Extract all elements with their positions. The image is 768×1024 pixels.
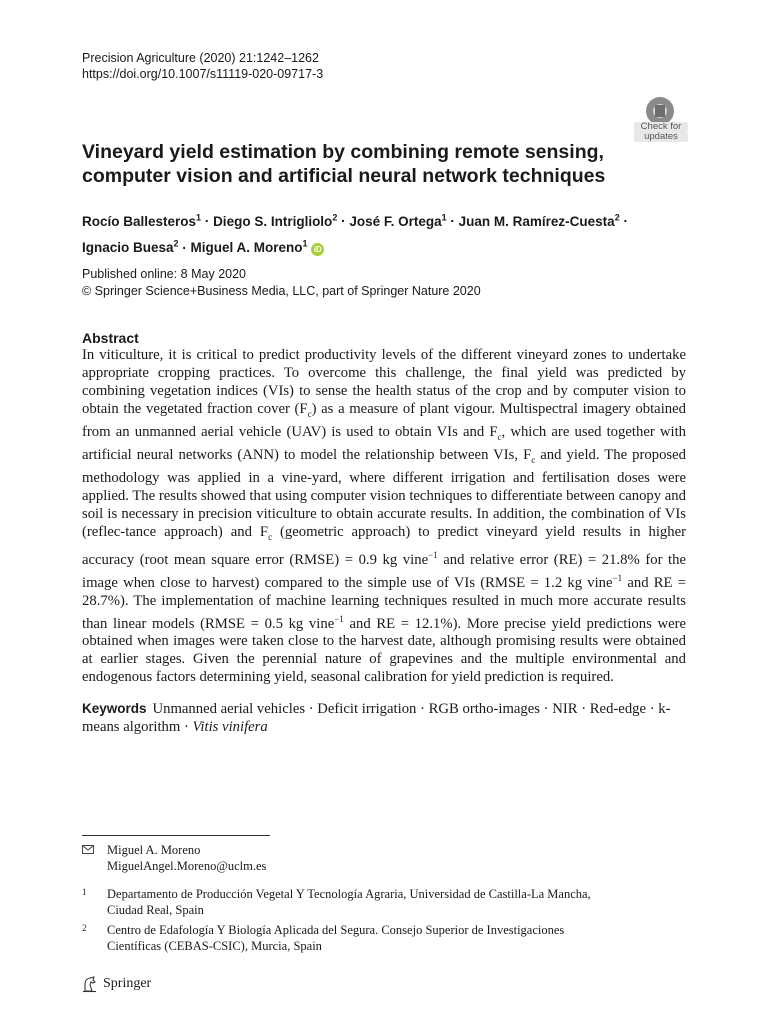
doi-link[interactable]: https://doi.org/10.1007/s11119-020-09717-3 [82, 67, 324, 81]
superscript: −1 [612, 572, 623, 583]
subscript: c [531, 454, 536, 465]
author-separator: · [619, 213, 628, 229]
author[interactable] [213, 214, 337, 229]
affiliation-line: Centro de Edafología Y Biología Aplicada del Segura. Consejo Superior de Investigaciones [107, 923, 565, 937]
keywords-italic: Vitis vinifera [192, 719, 268, 735]
author-name: José F. Ortega [349, 213, 442, 229]
copyright-notice: © Springer Science+Business Media, LLC, part of Springer Nature 2020 [82, 284, 481, 298]
corresponding-email[interactable]: MiguelAngel.Moreno@uclm.es [107, 859, 267, 873]
author-affiliation-number: 2 [173, 238, 179, 249]
author-affiliation-number: 2 [614, 212, 620, 222]
author-name: Juan M. Ramírez‑Cuesta [458, 213, 615, 229]
affiliation-1 [82, 886, 667, 918]
paper-title [82, 140, 622, 188]
check-updates-label-2: updates [634, 132, 688, 142]
author[interactable] [191, 240, 325, 255]
author[interactable] [82, 214, 201, 229]
journal-info [82, 50, 323, 82]
author-list [82, 206, 702, 259]
keywords [82, 700, 686, 736]
affiliation-number: 1 [82, 887, 87, 897]
affiliation-2 [82, 922, 667, 954]
author-affiliation-number: 1 [302, 238, 308, 249]
affiliation-number: 2 [82, 923, 87, 933]
springer-logo-text: Springer [103, 976, 152, 991]
author-separator: · [178, 240, 191, 255]
subscript: c [307, 408, 312, 419]
published-date: Published online: 8 May 2020 [82, 267, 247, 281]
publisher-footer [82, 975, 151, 993]
journal-citation: Precision Agriculture (2020) 21:1242–1262 [82, 51, 319, 65]
superscript: −1 [334, 613, 344, 624]
footnote-divider [82, 835, 270, 836]
author-separator: · [201, 213, 214, 229]
check-for-updates-badge[interactable] [634, 97, 688, 143]
author-name: Miguel A. Moreno [190, 240, 303, 255]
superscript: −1 [428, 549, 438, 560]
author[interactable] [349, 214, 446, 229]
author-name: Diego S. Intrigliolo [213, 213, 333, 229]
subscript: c [497, 431, 502, 442]
affiliation-line: Ciudad Real, Spain [107, 903, 204, 917]
keywords-text: Unmanned aerial vehicles · Deficit irrigation · RGB ortho-images · NIR · Red-edge · k-means algorithm · [82, 701, 671, 735]
abstract-body: In viticulture, it is critical to predict productivity levels of the different vineyard zones to undertake appropriate cropping practices. To overcome this challenge, the final yield was predicted by combining vegetation indices (VIs) to sense the health status of the crop and by computer vision to obtain the vegetated fraction cover $(F_c)$ as a measure of plant vigour. Multispectral imagery obtained from an unmanned aerial vehicle (UAV) is used to obtain VIs and $F_c$, which are used together with artificial neural networks (ANN) to model the relationship between VIs, $F_c$ and yield. The proposed methodology was applied in a vine‑yard, where different irrigation and fertilisation doses were applied. The results showed that using computer vision techniques to differentiate between canopy and soil is necessary in precision viticulture to obtain accurate results. In addition, the combination of VIs (reflec‑tance approach) and $F_c$ (geometric approach) to predict vineyard yield results in higher accuracy (root mean square error (RMSE) = 0.9 kg vine$^{-1}$ and relative error (RE) = 21.8% for the image when close to harvest) compared to the simple use of VIs (RMSE = 1.2 kg vine$^{-1}$ and RE = 28.7%). The implementation of machine learning techniques resulted in much more accurate results than linear models (RMSE = 0.5 kg vine$^{-1}$ and RE = 12.1%). More precise yield predictions were obtained when images were taken close to the harvest date, although promising results were obtained at earlier stages. Given the perennial nature of grapevines and the multiple environmental and endogenous factors determining yield, seasonal calibration for yield prediction is required. [82, 347, 687, 686]
title-line: computer vision and artificial neural network techniques [82, 165, 606, 187]
author-separator: · [337, 213, 350, 229]
keywords-heading: Keywords [82, 701, 147, 716]
author-affiliation-number: 2 [332, 212, 338, 222]
author-name: Rocío Ballesteros [82, 213, 197, 229]
orcid-icon[interactable]: iD [311, 243, 324, 256]
publication-info [82, 266, 481, 300]
author-affiliation-number: 1 [196, 212, 202, 222]
author-affiliation-number: 1 [441, 212, 447, 222]
affiliation-line: Departamento de Producción Vegetal Y Tecnología Agraria, Universidad de Castilla-La Mancha, [107, 887, 591, 901]
check-updates-label: Check for [634, 122, 688, 132]
author-name: Ignacio Buesa [82, 240, 174, 255]
corresponding-author: Miguel A. Moreno [107, 843, 201, 857]
author[interactable] [82, 240, 179, 255]
envelope-icon [82, 845, 94, 854]
subscript: c [268, 531, 273, 542]
correspondence-block [82, 842, 266, 874]
affiliation-line: Científicas (CEBAS-CSIC), Murcia, Spain [107, 939, 322, 953]
title-line: Vineyard yield estimation by combining remote sensing, [82, 141, 604, 163]
abstract-heading: Abstract [82, 330, 139, 346]
author[interactable] [459, 214, 620, 229]
bookmark-icon [655, 105, 665, 117]
springer-horse-icon [82, 975, 98, 993]
author-separator: · [446, 213, 459, 229]
